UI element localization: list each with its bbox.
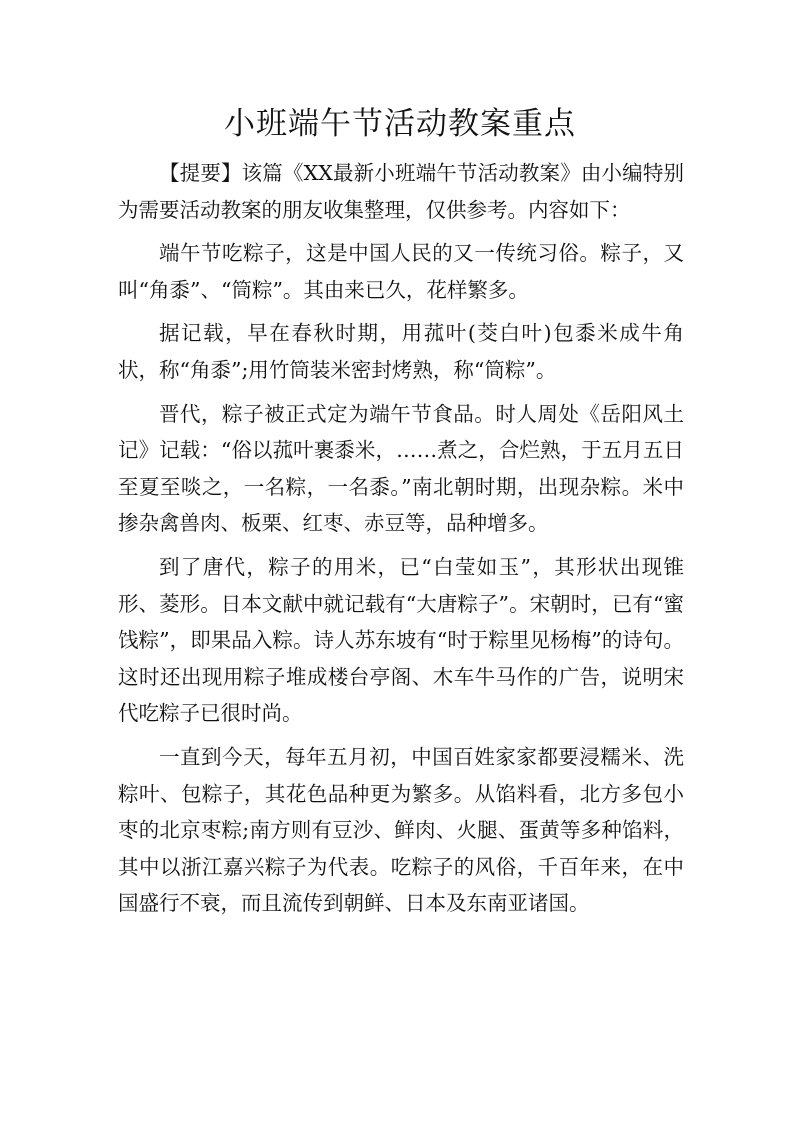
paragraph-jin-dynasty: 晋代，粽子被正式定为端午节食品。时人周处《岳阳风土记》记载：“俗以菰叶裹黍米，……煮之，合烂熟，于五月五日至夏至啖之，一名粽，一名黍。”南北朝时期，出现杂粽。米中掺杂禽兽肉、板栗、红枣、赤豆等，品种增多。 <box>118 401 684 536</box>
paragraph-origin: 据记载，早在春秋时期，用菰叶(茭白叶)包黍米成牛角状，称“角黍”;用竹筒装米密封烤熟，称“筒粽”。 <box>118 321 684 382</box>
document-body <box>118 155 684 929</box>
document-title: 小班端午节活动教案重点 <box>224 106 576 142</box>
paragraph-custom: 端午节吃粽子，这是中国人民的又一传统习俗。粽子，又叫“角黍”、“筒粽”。其由来已久，花样繁多。 <box>118 241 684 302</box>
paragraph-tang-song: 到了唐代，粽子的用米，已“白莹如玉”，其形状出现锥形、菱形。日本文献中就记载有“大唐粽子”。宋朝时，已有“蜜饯粽”，即果品入粽。诗人苏东坡有“时于粽里见杨梅”的诗句。这时还出现用粽子堆成楼台亭阁、木车牛马作的广告，说明宋代吃粽子已很时尚。 <box>118 554 684 726</box>
paragraph-today: 一直到今天，每年五月初，中国百姓家家都要浸糯米、洗粽叶、包粽子，其花色品种更为繁多。从馅料看，北方多包小枣的北京枣粽;南方则有豆沙、鲜肉、火腿、蛋黄等多种馅料，其中以浙江嘉兴粽子为代表。吃粽子的风俗，千百年来，在中国盛行不衰，而且流传到朝鲜、日本及东南亚诸国。 <box>118 744 684 916</box>
paragraph-intro: 【提要】该篇《XX最新小班端午节活动教案》由小编特别为需要活动教案的朋友收集整理，仅供参考。内容如下： <box>118 161 684 222</box>
